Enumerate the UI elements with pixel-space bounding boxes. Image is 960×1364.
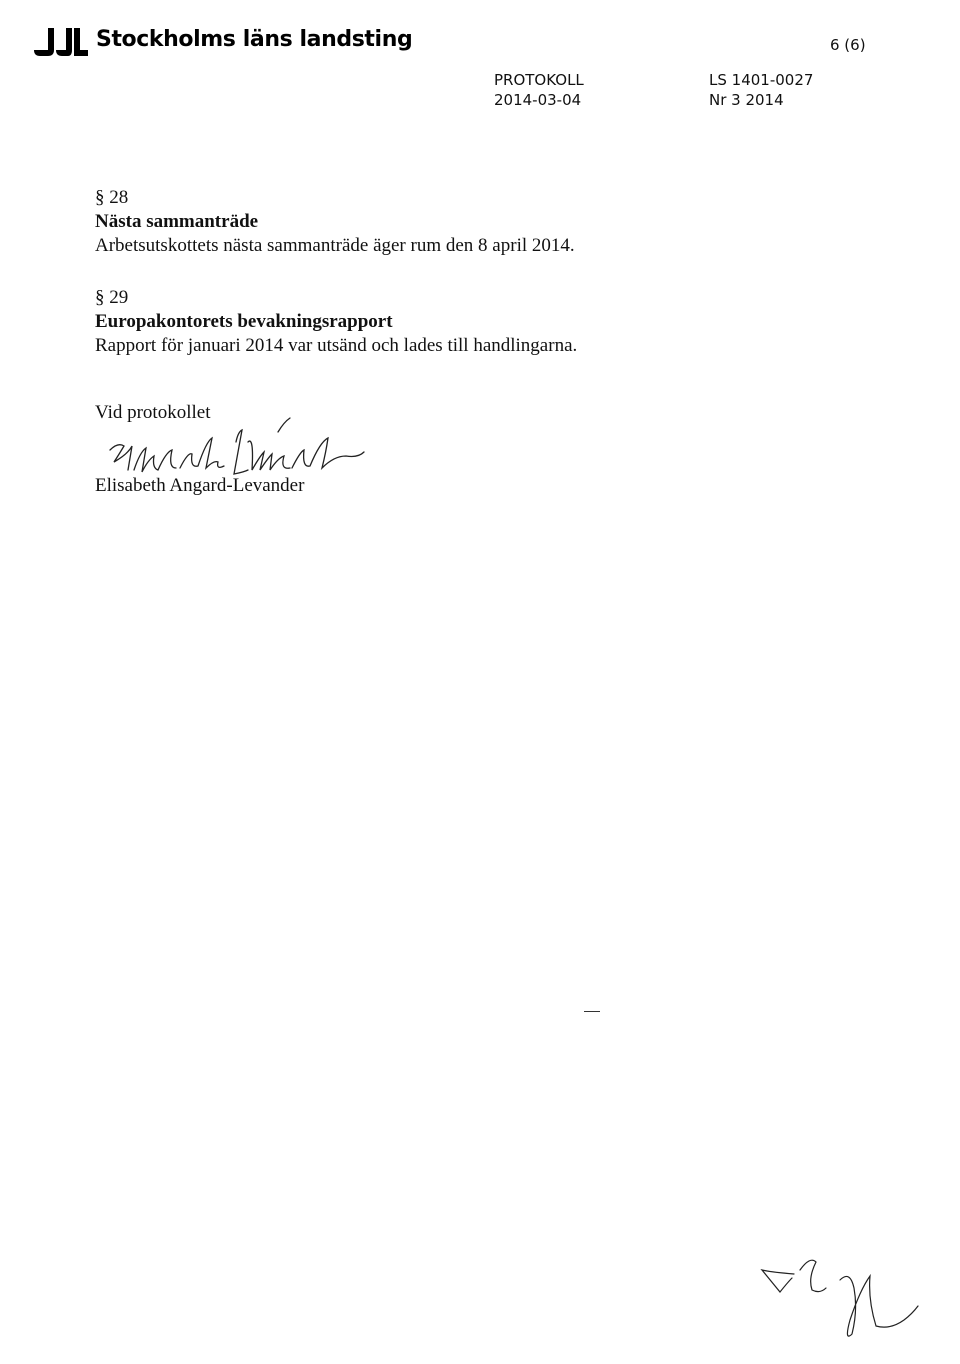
section-title: Nästa sammanträde [95,211,259,232]
meeting-number: Nr 3 2014 [709,91,784,109]
signer-name: Elisabeth Angard-Levander [95,475,305,496]
document-type: PROTOKOLL [494,71,584,89]
sll-logo-icon [30,26,90,58]
section-28 [95,186,575,258]
document-reference: LS 1401-0027 [709,71,814,89]
organization-name: Stockholms läns landsting [96,27,413,52]
page-number: 6 (6) [830,36,866,54]
section-number: § 29 [95,287,129,308]
section-body: Rapport för januari 2014 var utsänd och lades till handlingarna. [95,335,578,356]
section-number: § 28 [95,187,129,208]
document-date: 2014-03-04 [494,91,582,109]
section-29 [95,286,577,358]
section-body: Arbetsutskottets nästa sammanträde äger rum den 8 april 2014. [95,235,575,256]
handwritten-initials-icon [740,1250,940,1350]
section-title: Europakontorets bevakningsrapport [95,311,393,332]
signature-intro: Vid protokollet [95,402,211,423]
scan-mark [584,1011,600,1012]
